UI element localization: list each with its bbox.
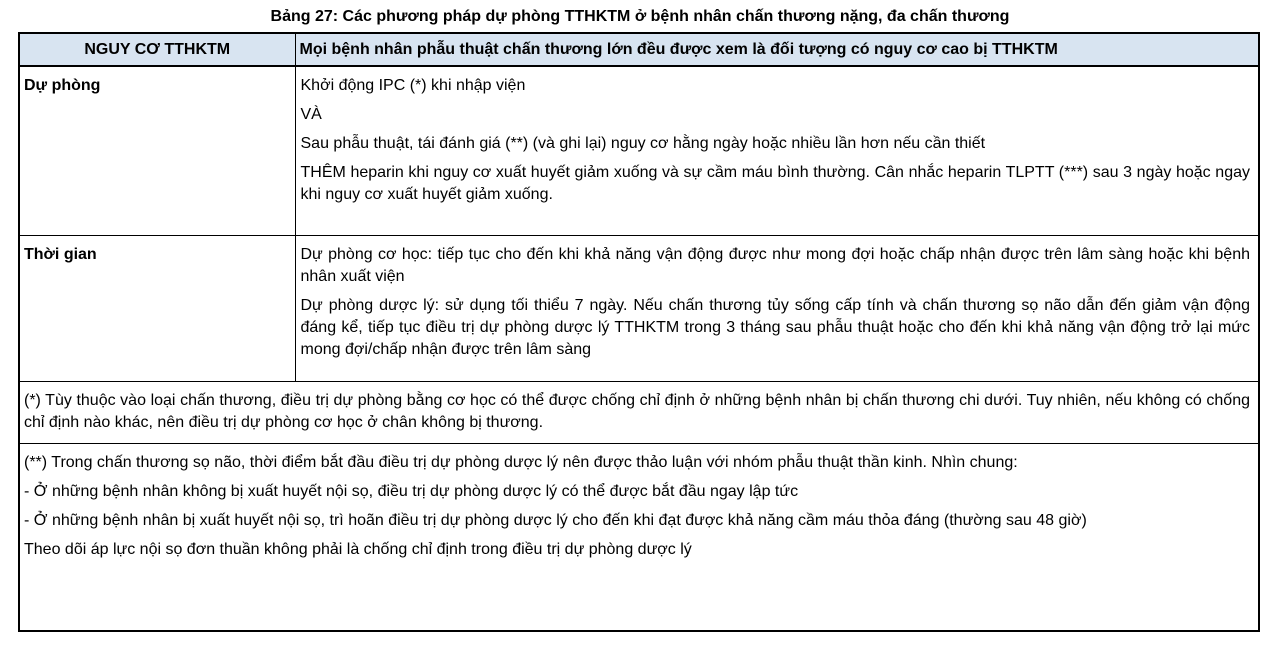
footnote-1-paragraph: (*) Tùy thuộc vào loại chấn thương, điều trị dự phòng bằng cơ học có thể được chống chỉ định ở những bệnh nhân bị chấn thương chi dưới. Tuy nhiên, nếu không có chống chỉ định nào khác, nên điều trị dự phòng cơ học ở chân không bị thương.	[24, 391, 1250, 431]
table-row-footnote-1	[19, 381, 1259, 443]
footnote-2-paragraph: - Ở những bệnh nhân không bị xuất huyết nội sọ, điều trị dự phòng dược lý có thể được bắt đầu ngay lập tức	[24, 482, 799, 500]
prevention-row-content	[295, 66, 1259, 235]
timing-paragraph: Dự phòng dược lý: sử dụng tối thiểu 7 ngày. Nếu chấn thương tủy sống cấp tính và chấn thương sọ não dẫn đến giảm vận động đáng kể, tiếp tục điều trị dự phòng dược lý TTHKTM trong 3 tháng sau phẫu thuật hoặc cho đến khi khả năng vận động trở lại mức mong đợi/chấp nhận được trên lâm sàng	[300, 296, 1250, 358]
table-caption: Bảng 27: Các phương pháp dự phòng TTHKTM ở bệnh nhân chấn thương nặng, đa chấn thương	[270, 8, 1010, 25]
timing-row-label: Thời gian	[19, 235, 295, 381]
prophylaxis-table	[18, 32, 1260, 632]
footnote-2-paragraph: - Ở những bệnh nhân bị xuất huyết nội sọ, trì hoãn điều trị dự phòng dược lý cho đến khi đạt được khả năng cầm máu thỏa đáng (thường sau 48 giờ)	[24, 511, 1087, 529]
prevention-paragraph: Khởi động IPC (*) khi nhập viện	[300, 77, 526, 94]
table-header-row	[19, 33, 1259, 66]
header-risk-label: NGUY CƠ TTHKTM	[19, 33, 295, 66]
prevention-paragraph: VÀ	[300, 106, 322, 123]
timing-paragraph: Dự phòng cơ học: tiếp tục cho đến khi khả năng vận động được như mong đợi hoặc chấp nhận được trên lâm sàng hoặc khi bệnh nhân xuất viện	[300, 245, 1250, 285]
prevention-row-label: Dự phòng	[19, 66, 295, 235]
prevention-paragraph: Sau phẫu thuật, tái đánh giá (**) (và ghi lại) nguy cơ hằng ngày hoặc nhiều lần hơn nếu cần thiết	[300, 135, 986, 152]
footnote-2-paragraph: Theo dõi áp lực nội sọ đơn thuần không phải là chống chỉ định trong điều trị dự phòng dược lý	[24, 540, 692, 558]
footnote-1-cell	[19, 381, 1259, 443]
footnote-2-paragraph: (**) Trong chấn thương sọ não, thời điểm bắt đầu điều trị dự phòng dược lý nên được thảo luận với nhóm phẫu thuật thần kinh. Nhìn chung:	[24, 453, 1018, 471]
timing-row-content	[295, 235, 1259, 381]
footnote-2-cell	[19, 443, 1259, 631]
table-row-timing	[19, 235, 1259, 381]
prevention-paragraph: THÊM heparin khi nguy cơ xuất huyết giảm xuống và sự cầm máu bình thường. Cân nhắc heparin TLPTT (***) sau 3 ngày hoặc ngay khi nguy cơ xuất huyết giảm xuống.	[300, 164, 1250, 203]
table-row-prevention	[19, 66, 1259, 235]
table-row-footnote-2	[19, 443, 1259, 631]
header-risk-statement: Mọi bệnh nhân phẫu thuật chấn thương lớn đều được xem là đối tượng có nguy cơ cao bị TTHKTM	[295, 33, 1259, 66]
